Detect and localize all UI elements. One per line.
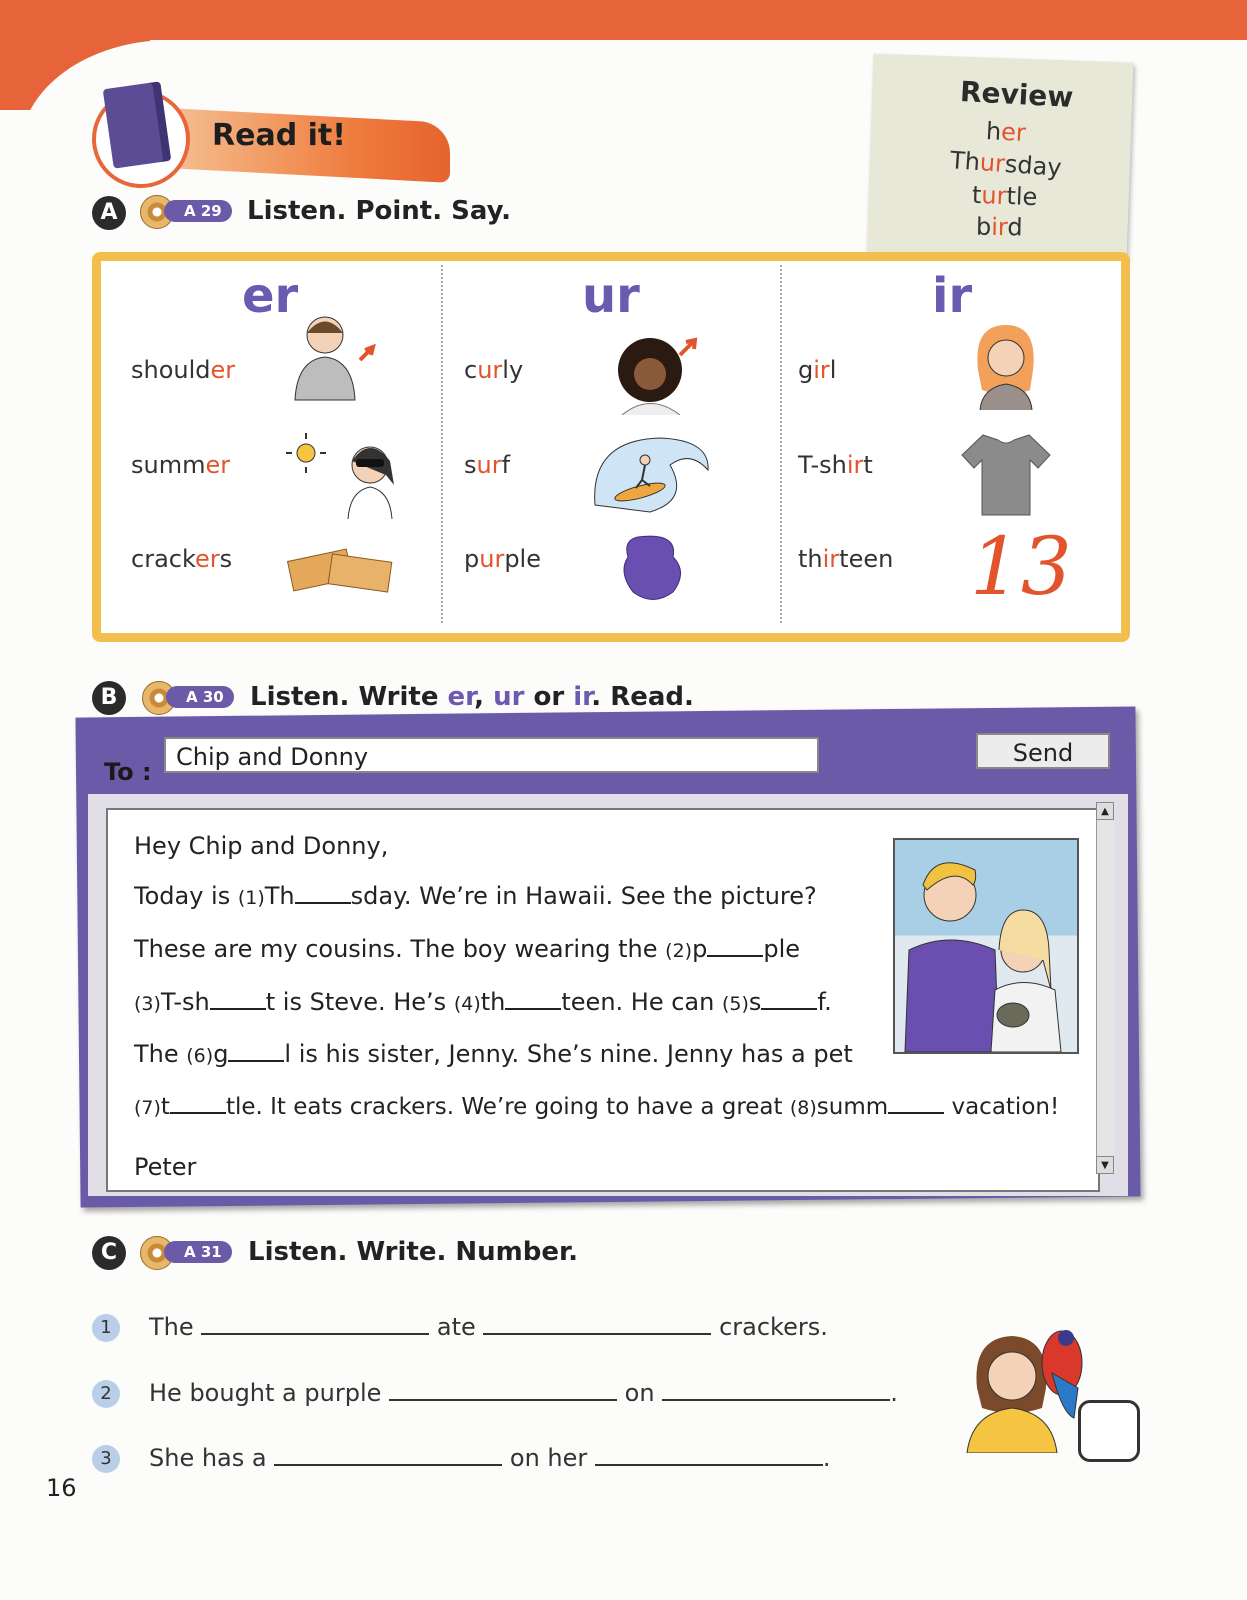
word-purple: purple: [464, 545, 541, 573]
purple-illustration: [618, 532, 688, 607]
mail-line-1: Today is (1)Th sday. We’re in Hawaii. See the picture?: [134, 882, 817, 910]
summer-illustration: [278, 425, 403, 520]
mail-line-3: (3)T-sh t is Steve. He’s (4)th teen. He can (5)s f.: [134, 988, 832, 1016]
answer-blank[interactable]: [483, 1315, 711, 1335]
blank-3[interactable]: [210, 988, 266, 1010]
surf-illustration: [590, 430, 715, 520]
mail-line-4: The (6)g l is his sister, Jenny. She’s nine. Jenny has a pet: [134, 1040, 853, 1068]
section-c-instruction: Listen. Write. Number.: [248, 1237, 579, 1267]
review-word: her: [985, 116, 1027, 148]
exercise-line-3: She has a on her .: [149, 1444, 831, 1472]
number-answer-box[interactable]: [1078, 1400, 1140, 1462]
item-number: 1: [92, 1314, 120, 1342]
cousins-photo: [893, 838, 1079, 1054]
track-badge: A 29: [164, 200, 232, 222]
section-b-letter: B: [92, 681, 126, 715]
mail-signoff: Peter: [134, 1153, 197, 1181]
blank-8[interactable]: [888, 1092, 944, 1114]
scroll-up-icon[interactable]: ▲: [1096, 802, 1114, 820]
send-button[interactable]: Send: [976, 733, 1110, 769]
answer-blank[interactable]: [662, 1381, 890, 1401]
banner-title: Read it!: [212, 118, 346, 153]
blank-1[interactable]: [295, 882, 351, 904]
mail-line-2: These are my cousins. The boy wearing the (2)p ple: [134, 935, 800, 963]
top-band: [0, 0, 1247, 40]
blank-7[interactable]: [170, 1092, 226, 1114]
blank-6[interactable]: [228, 1040, 284, 1062]
item-number: 2: [92, 1380, 120, 1408]
word-thirteen: thirteen: [798, 545, 894, 573]
curly-illustration: [610, 330, 705, 415]
review-title: Review: [959, 75, 1075, 114]
word-girl: girl: [798, 356, 837, 384]
book-icon: [103, 81, 172, 168]
review-word: turtle: [971, 180, 1038, 212]
exercise-line-1: The ate crackers.: [149, 1313, 828, 1341]
word-summer: summer: [131, 451, 231, 479]
section-b-instruction: Listen. Write er, ur or ir. Read.: [250, 682, 694, 712]
answer-blank[interactable]: [201, 1315, 429, 1335]
answer-blank[interactable]: [595, 1446, 823, 1466]
word-tshirt: T-shirt: [798, 451, 873, 479]
shoulder-illustration: [285, 305, 380, 405]
scroll-down-icon[interactable]: ▼: [1096, 1156, 1114, 1174]
page-number: 16: [46, 1474, 77, 1502]
number-thirteen: 13: [970, 520, 1072, 613]
item-number: 3: [92, 1445, 120, 1473]
crackers-illustration: [285, 540, 395, 595]
mail-greeting: Hey Chip and Donny,: [134, 832, 389, 860]
to-field[interactable]: Chip and Donny: [164, 737, 819, 773]
girl-illustration: [968, 320, 1043, 410]
track-badge: A 31: [164, 1241, 232, 1263]
track-badge: A 30: [166, 686, 234, 708]
word-crackers: crackers: [131, 545, 233, 573]
blank-5[interactable]: [761, 988, 817, 1010]
tshirt-illustration: [958, 430, 1053, 520]
review-word: bird: [975, 212, 1023, 242]
word-surf: surf: [464, 451, 511, 479]
word-shoulder: shoulder: [131, 356, 236, 384]
girl-parrot-illustration: [962, 1318, 1092, 1453]
heading-ir: ir: [932, 268, 973, 324]
column-divider: [780, 265, 782, 623]
heading-er: er: [242, 268, 299, 324]
section-a-letter: A: [92, 196, 126, 230]
answer-blank[interactable]: [389, 1381, 617, 1401]
section-a-instruction: Listen. Point. Say.: [247, 196, 512, 226]
exercise-line-2: He bought a purple on .: [149, 1379, 898, 1407]
heading-ur: ur: [582, 268, 640, 324]
answer-blank[interactable]: [274, 1446, 502, 1466]
column-divider: [441, 265, 443, 623]
blank-2[interactable]: [707, 935, 763, 957]
blank-4[interactable]: [505, 988, 561, 1010]
review-word: Thursday: [949, 146, 1063, 182]
word-curly: curly: [464, 356, 524, 384]
section-c-letter: C: [92, 1236, 126, 1270]
to-label: To :: [104, 758, 152, 786]
mail-line-5: (7)t tle. It eats crackers. We’re going to have a great (8)summ vacation!: [134, 1094, 1060, 1120]
scrollbar[interactable]: [1096, 802, 1115, 1174]
